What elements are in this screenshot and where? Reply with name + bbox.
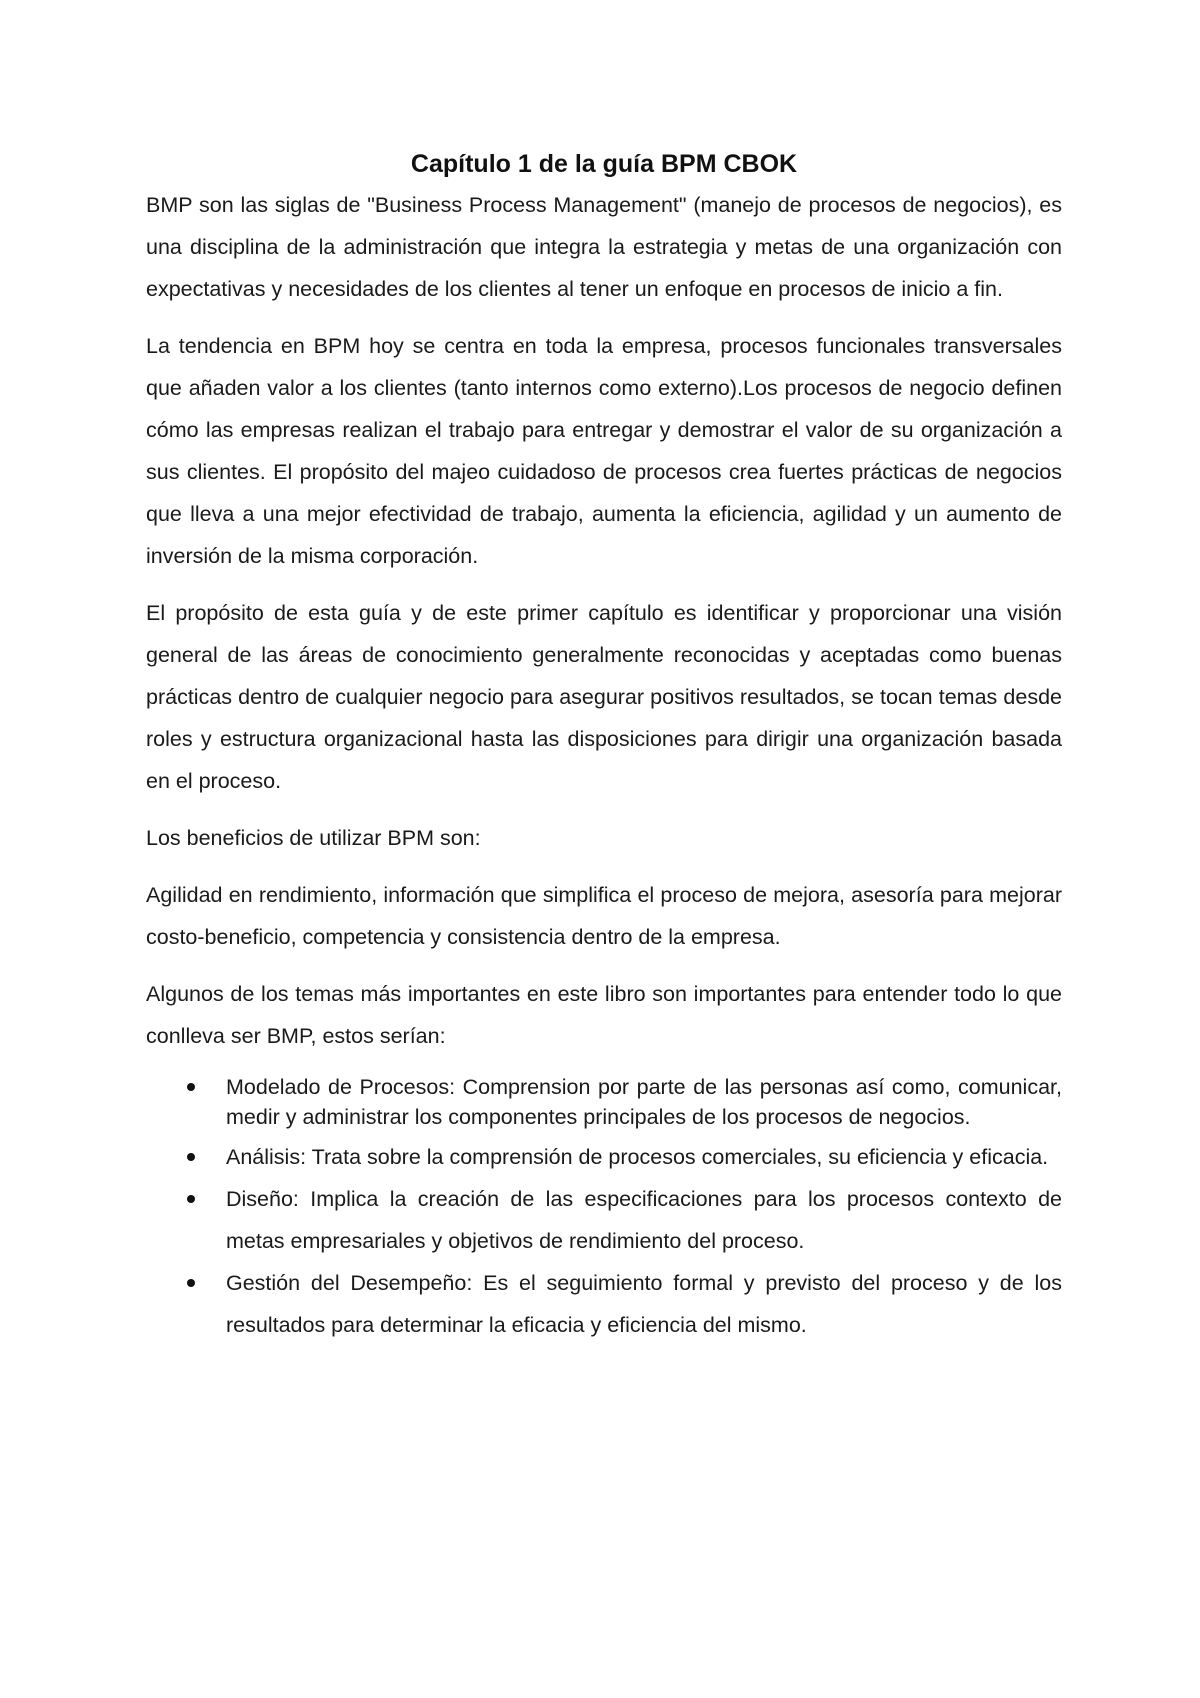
list-item-text: Diseño: Implica la creación de las especificaciones para los procesos contexto de metas empresariales y objetivos de rendimiento del proceso.	[226, 1187, 1062, 1253]
list-item-text: Gestión del Desempeño: Es el seguimiento formal y previsto del proceso y de los resultados para determinar la eficacia y eficiencia del mismo.	[226, 1271, 1062, 1337]
bullet-icon	[187, 1153, 195, 1161]
document-body	[146, 146, 1062, 1346]
topics-list	[146, 1072, 1062, 1346]
bullet-icon	[187, 1279, 195, 1287]
list-item	[146, 1072, 1062, 1132]
paragraph-bpm-trend: La tendencia en BPM hoy se centra en toda la empresa, procesos funcionales transversales que añaden valor a los clientes (tanto internos como externo).Los procesos de negocio definen cómo las empresas realizan el trabajo para entregar y demostrar el valor de su organización a sus clientes. El propósito del majeo cuidadoso de procesos crea fuertes prácticas de negocios que lleva a una mejor efectividad de trabajo, aumenta la eficiencia, agilidad y un aumento de inversión de la misma corporación.	[146, 334, 1062, 568]
list-item	[146, 1262, 1062, 1346]
paragraph-guide-purpose: El propósito de esta guía y de este primer capítulo es identificar y proporcionar una visión general de las áreas de conocimiento generalmente reconocidas y aceptadas como buenas prácticas dentro de cualquier negocio para asegurar positivos resultados, se tocan temas desde roles y estructura organizacional hasta las disposiciones para dirigir una organización basada en el proceso.	[146, 601, 1062, 793]
paragraph-topics-intro: Algunos de los temas más importantes en este libro son importantes para entender todo lo que conlleva ser BMP, estos serían:	[146, 982, 1062, 1048]
bullet-icon	[187, 1195, 195, 1203]
paragraph-benefits-intro: Los beneficios de utilizar BPM son:	[146, 826, 481, 850]
list-item	[146, 1178, 1062, 1262]
list-item-text: Modelado de Procesos: Comprension por parte de las personas así como, comunicar, medir y administrar los componentes principales de los procesos de negocios.	[226, 1075, 1062, 1129]
bullet-icon	[187, 1083, 195, 1091]
list-item-text: Análisis: Trata sobre la comprensión de procesos comerciales, su eficiencia y eficacia.	[226, 1145, 1049, 1169]
document-title: Capítulo 1 de la guía BPM CBOK	[410, 150, 798, 178]
paragraph-bpm-definition: BMP son las siglas de "Business Process Management" (manejo de procesos de negocios), es una disciplina de la administración que integra la estrategia y metas de una organización con expectativas y necesidades de los clientes al tener un enfoque en procesos de inicio a fin.	[146, 193, 1062, 301]
paragraph-benefits: Agilidad en rendimiento, información que simplifica el proceso de mejora, asesoría para mejorar costo-beneficio, competencia y consistencia dentro de la empresa.	[146, 883, 1062, 949]
list-item	[146, 1136, 1062, 1178]
